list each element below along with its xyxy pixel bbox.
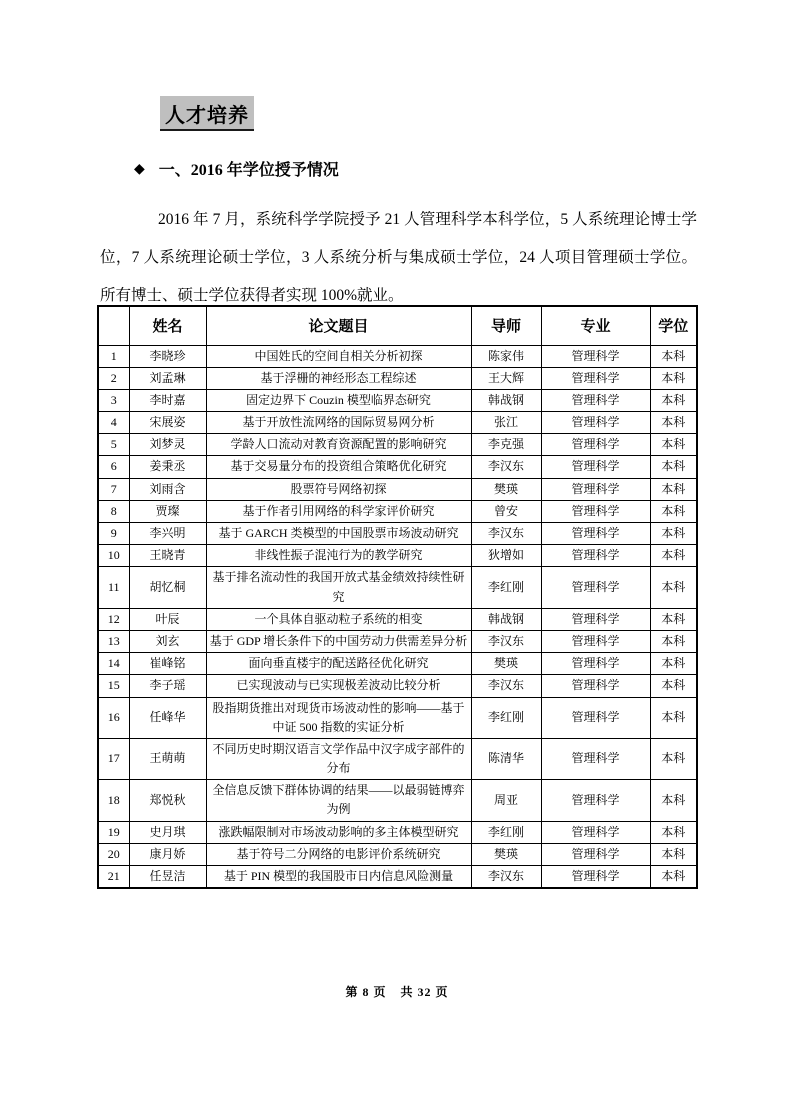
header-name: 姓名 — [129, 306, 206, 345]
cell-advisor: 李红刚 — [471, 567, 541, 608]
cell-thesis-title: 一个具体自驱动粒子系统的相变 — [206, 608, 471, 630]
cell-advisor: 李汉东 — [471, 456, 541, 478]
table-body — [98, 345, 697, 888]
cell-degree: 本科 — [650, 345, 697, 367]
cell-name: 康月娇 — [129, 843, 206, 865]
cell-index: 5 — [98, 434, 129, 456]
cell-degree: 本科 — [650, 456, 697, 478]
degree-table — [97, 305, 698, 889]
table-row — [98, 389, 697, 411]
cell-advisor: 李汉东 — [471, 630, 541, 652]
cell-major: 管理科学 — [541, 478, 650, 500]
cell-advisor: 陈家伟 — [471, 345, 541, 367]
cell-thesis-title: 全信息反馈下群体协调的结果——以最弱链博弈为例 — [206, 780, 471, 821]
cell-major: 管理科学 — [541, 389, 650, 411]
diamond-bullet-icon: ◆ — [134, 160, 145, 177]
cell-index: 7 — [98, 478, 129, 500]
page-title: 人才培养 — [160, 96, 254, 131]
cell-name: 王萌萌 — [129, 738, 206, 779]
cell-degree: 本科 — [650, 780, 697, 821]
cell-major: 管理科学 — [541, 630, 650, 652]
cell-degree: 本科 — [650, 500, 697, 522]
table-row — [98, 434, 697, 456]
cell-degree: 本科 — [650, 478, 697, 500]
cell-name: 姜秉丞 — [129, 456, 206, 478]
table-row — [98, 345, 697, 367]
cell-major: 管理科学 — [541, 545, 650, 567]
table-row — [98, 843, 697, 865]
cell-degree: 本科 — [650, 675, 697, 697]
cell-index: 17 — [98, 738, 129, 779]
table-header — [98, 306, 697, 345]
footer-label: 共 — [400, 985, 414, 999]
cell-advisor: 樊瑛 — [471, 478, 541, 500]
table-row — [98, 653, 697, 675]
cell-major: 管理科学 — [541, 367, 650, 389]
cell-thesis-title: 基于交易量分布的投资组合策略优化研究 — [206, 456, 471, 478]
section-heading — [134, 157, 339, 180]
cell-thesis-title: 非线性振子混沌行为的教学研究 — [206, 545, 471, 567]
table-row — [98, 545, 697, 567]
cell-index: 14 — [98, 653, 129, 675]
cell-thesis-title: 基于排名流动性的我国开放式基金绩效持续性研究 — [206, 567, 471, 608]
cell-index: 12 — [98, 608, 129, 630]
cell-name: 任昱洁 — [129, 866, 206, 889]
cell-major: 管理科学 — [541, 866, 650, 889]
footer-label: 第 — [345, 985, 359, 999]
table-row — [98, 456, 697, 478]
cell-major: 管理科学 — [541, 843, 650, 865]
cell-index: 6 — [98, 456, 129, 478]
cell-thesis-title: 不同历史时期汉语言文学作品中汉字成字部件的分布 — [206, 738, 471, 779]
cell-thesis-title: 中国姓氏的空间自相关分析初探 — [206, 345, 471, 367]
cell-index: 9 — [98, 523, 129, 545]
cell-index: 1 — [98, 345, 129, 367]
table-row — [98, 780, 697, 821]
cell-major: 管理科学 — [541, 345, 650, 367]
table-row — [98, 567, 697, 608]
cell-name: 任峰华 — [129, 697, 206, 738]
cell-name: 胡忆桐 — [129, 567, 206, 608]
cell-degree: 本科 — [650, 738, 697, 779]
cell-advisor: 韩战钢 — [471, 389, 541, 411]
cell-index: 8 — [98, 500, 129, 522]
cell-advisor: 狄增如 — [471, 545, 541, 567]
cell-major: 管理科学 — [541, 412, 650, 434]
cell-name: 贾璨 — [129, 500, 206, 522]
cell-degree: 本科 — [650, 653, 697, 675]
cell-index: 21 — [98, 866, 129, 889]
cell-advisor: 韩战钢 — [471, 608, 541, 630]
cell-thesis-title: 基于 PIN 模型的我国股市日内信息风险测量 — [206, 866, 471, 889]
cell-degree: 本科 — [650, 389, 697, 411]
cell-advisor: 樊瑛 — [471, 653, 541, 675]
header-thesis-title: 论文题目 — [206, 306, 471, 345]
table-row — [98, 697, 697, 738]
table-row — [98, 523, 697, 545]
cell-advisor: 张江 — [471, 412, 541, 434]
cell-name: 李兴明 — [129, 523, 206, 545]
cell-degree: 本科 — [650, 367, 697, 389]
cell-thesis-title: 基于浮栅的神经形态工程综述 — [206, 367, 471, 389]
cell-advisor: 王大辉 — [471, 367, 541, 389]
cell-index: 2 — [98, 367, 129, 389]
cell-advisor: 樊瑛 — [471, 843, 541, 865]
cell-index: 4 — [98, 412, 129, 434]
cell-name: 李晓珍 — [129, 345, 206, 367]
cell-advisor: 陈清华 — [471, 738, 541, 779]
table-row — [98, 821, 697, 843]
cell-thesis-title: 股票符号网络初探 — [206, 478, 471, 500]
cell-thesis-title: 基于开放性流网络的国际贸易网分析 — [206, 412, 471, 434]
cell-degree: 本科 — [650, 412, 697, 434]
cell-index: 10 — [98, 545, 129, 567]
table-row — [98, 866, 697, 889]
cell-degree: 本科 — [650, 434, 697, 456]
intro-paragraph: 2016 年 7 月，系统科学学院授予 21 人管理科学本科学位，5 人系统理论博士学位，7 人系统理论硕士学位，3 人系统分析与集成硕士学位，24 人项目管理硕士学位。所有博士、硕士学位获得者实现 100%就业。 — [100, 211, 697, 304]
cell-name: 郑悦秋 — [129, 780, 206, 821]
cell-name: 崔峰铭 — [129, 653, 206, 675]
table-row — [98, 630, 697, 652]
cell-index: 15 — [98, 675, 129, 697]
cell-major: 管理科学 — [541, 738, 650, 779]
cell-major: 管理科学 — [541, 567, 650, 608]
header-major: 专业 — [541, 306, 650, 345]
cell-major: 管理科学 — [541, 608, 650, 630]
cell-major: 管理科学 — [541, 780, 650, 821]
cell-advisor: 李红刚 — [471, 821, 541, 843]
cell-name: 刘孟琳 — [129, 367, 206, 389]
cell-thesis-title: 面向垂直楼宇的配送路径优化研究 — [206, 653, 471, 675]
cell-name: 李子瑶 — [129, 675, 206, 697]
cell-index: 13 — [98, 630, 129, 652]
cell-thesis-title: 固定边界下 Couzin 模型临界态研究 — [206, 389, 471, 411]
table-row — [98, 367, 697, 389]
cell-major: 管理科学 — [541, 500, 650, 522]
cell-name: 宋展姿 — [129, 412, 206, 434]
table-row — [98, 500, 697, 522]
header-index — [98, 306, 129, 345]
page-footer — [0, 983, 794, 1000]
footer-page-number: 8 — [362, 985, 370, 999]
cell-major: 管理科学 — [541, 434, 650, 456]
header-advisor: 导师 — [471, 306, 541, 345]
table-header-row — [98, 306, 697, 345]
footer-label: 页 — [435, 985, 449, 999]
table-row — [98, 412, 697, 434]
cell-index: 11 — [98, 567, 129, 608]
cell-major: 管理科学 — [541, 697, 650, 738]
cell-name: 叶辰 — [129, 608, 206, 630]
cell-advisor: 李汉东 — [471, 523, 541, 545]
footer-total-pages: 32 — [417, 985, 432, 999]
cell-name: 史月琪 — [129, 821, 206, 843]
cell-thesis-title: 已实现波动与已实现极差波动比较分析 — [206, 675, 471, 697]
cell-thesis-title: 基于 GARCH 类模型的中国股票市场波动研究 — [206, 523, 471, 545]
cell-degree: 本科 — [650, 567, 697, 608]
table-row — [98, 478, 697, 500]
cell-major: 管理科学 — [541, 653, 650, 675]
cell-degree: 本科 — [650, 866, 697, 889]
table-row — [98, 675, 697, 697]
cell-name: 刘梦灵 — [129, 434, 206, 456]
cell-thesis-title: 基于作者引用网络的科学家评价研究 — [206, 500, 471, 522]
cell-degree: 本科 — [650, 821, 697, 843]
cell-thesis-title: 涨跌幅限制对市场波动影响的多主体模型研究 — [206, 821, 471, 843]
cell-thesis-title: 股指期货推出对现货市场波动性的影响——基于中证 500 指数的实证分析 — [206, 697, 471, 738]
cell-advisor: 李红刚 — [471, 697, 541, 738]
footer-label: 页 — [373, 985, 387, 999]
section-heading-text: 一、2016 年学位授予情况 — [158, 162, 339, 179]
cell-degree: 本科 — [650, 523, 697, 545]
cell-major: 管理科学 — [541, 456, 650, 478]
header-degree: 学位 — [650, 306, 697, 345]
cell-degree: 本科 — [650, 630, 697, 652]
cell-degree: 本科 — [650, 697, 697, 738]
cell-advisor: 李克强 — [471, 434, 541, 456]
cell-name: 刘雨含 — [129, 478, 206, 500]
cell-degree: 本科 — [650, 843, 697, 865]
cell-major: 管理科学 — [541, 523, 650, 545]
cell-name: 王晓青 — [129, 545, 206, 567]
cell-degree: 本科 — [650, 545, 697, 567]
cell-index: 16 — [98, 697, 129, 738]
cell-thesis-title: 基于 GDP 增长条件下的中国劳动力供需差异分析 — [206, 630, 471, 652]
table-row — [98, 738, 697, 779]
cell-advisor: 李汉东 — [471, 866, 541, 889]
cell-advisor: 周亚 — [471, 780, 541, 821]
cell-index: 18 — [98, 780, 129, 821]
cell-name: 刘玄 — [129, 630, 206, 652]
cell-degree: 本科 — [650, 608, 697, 630]
cell-major: 管理科学 — [541, 821, 650, 843]
cell-index: 3 — [98, 389, 129, 411]
cell-thesis-title: 基于符号二分网络的电影评价系统研究 — [206, 843, 471, 865]
cell-name: 李时嘉 — [129, 389, 206, 411]
cell-major: 管理科学 — [541, 675, 650, 697]
table-row — [98, 608, 697, 630]
cell-index: 19 — [98, 821, 129, 843]
cell-advisor: 李汉东 — [471, 675, 541, 697]
cell-thesis-title: 学龄人口流动对教育资源配置的影响研究 — [206, 434, 471, 456]
cell-index: 20 — [98, 843, 129, 865]
cell-advisor: 曾安 — [471, 500, 541, 522]
